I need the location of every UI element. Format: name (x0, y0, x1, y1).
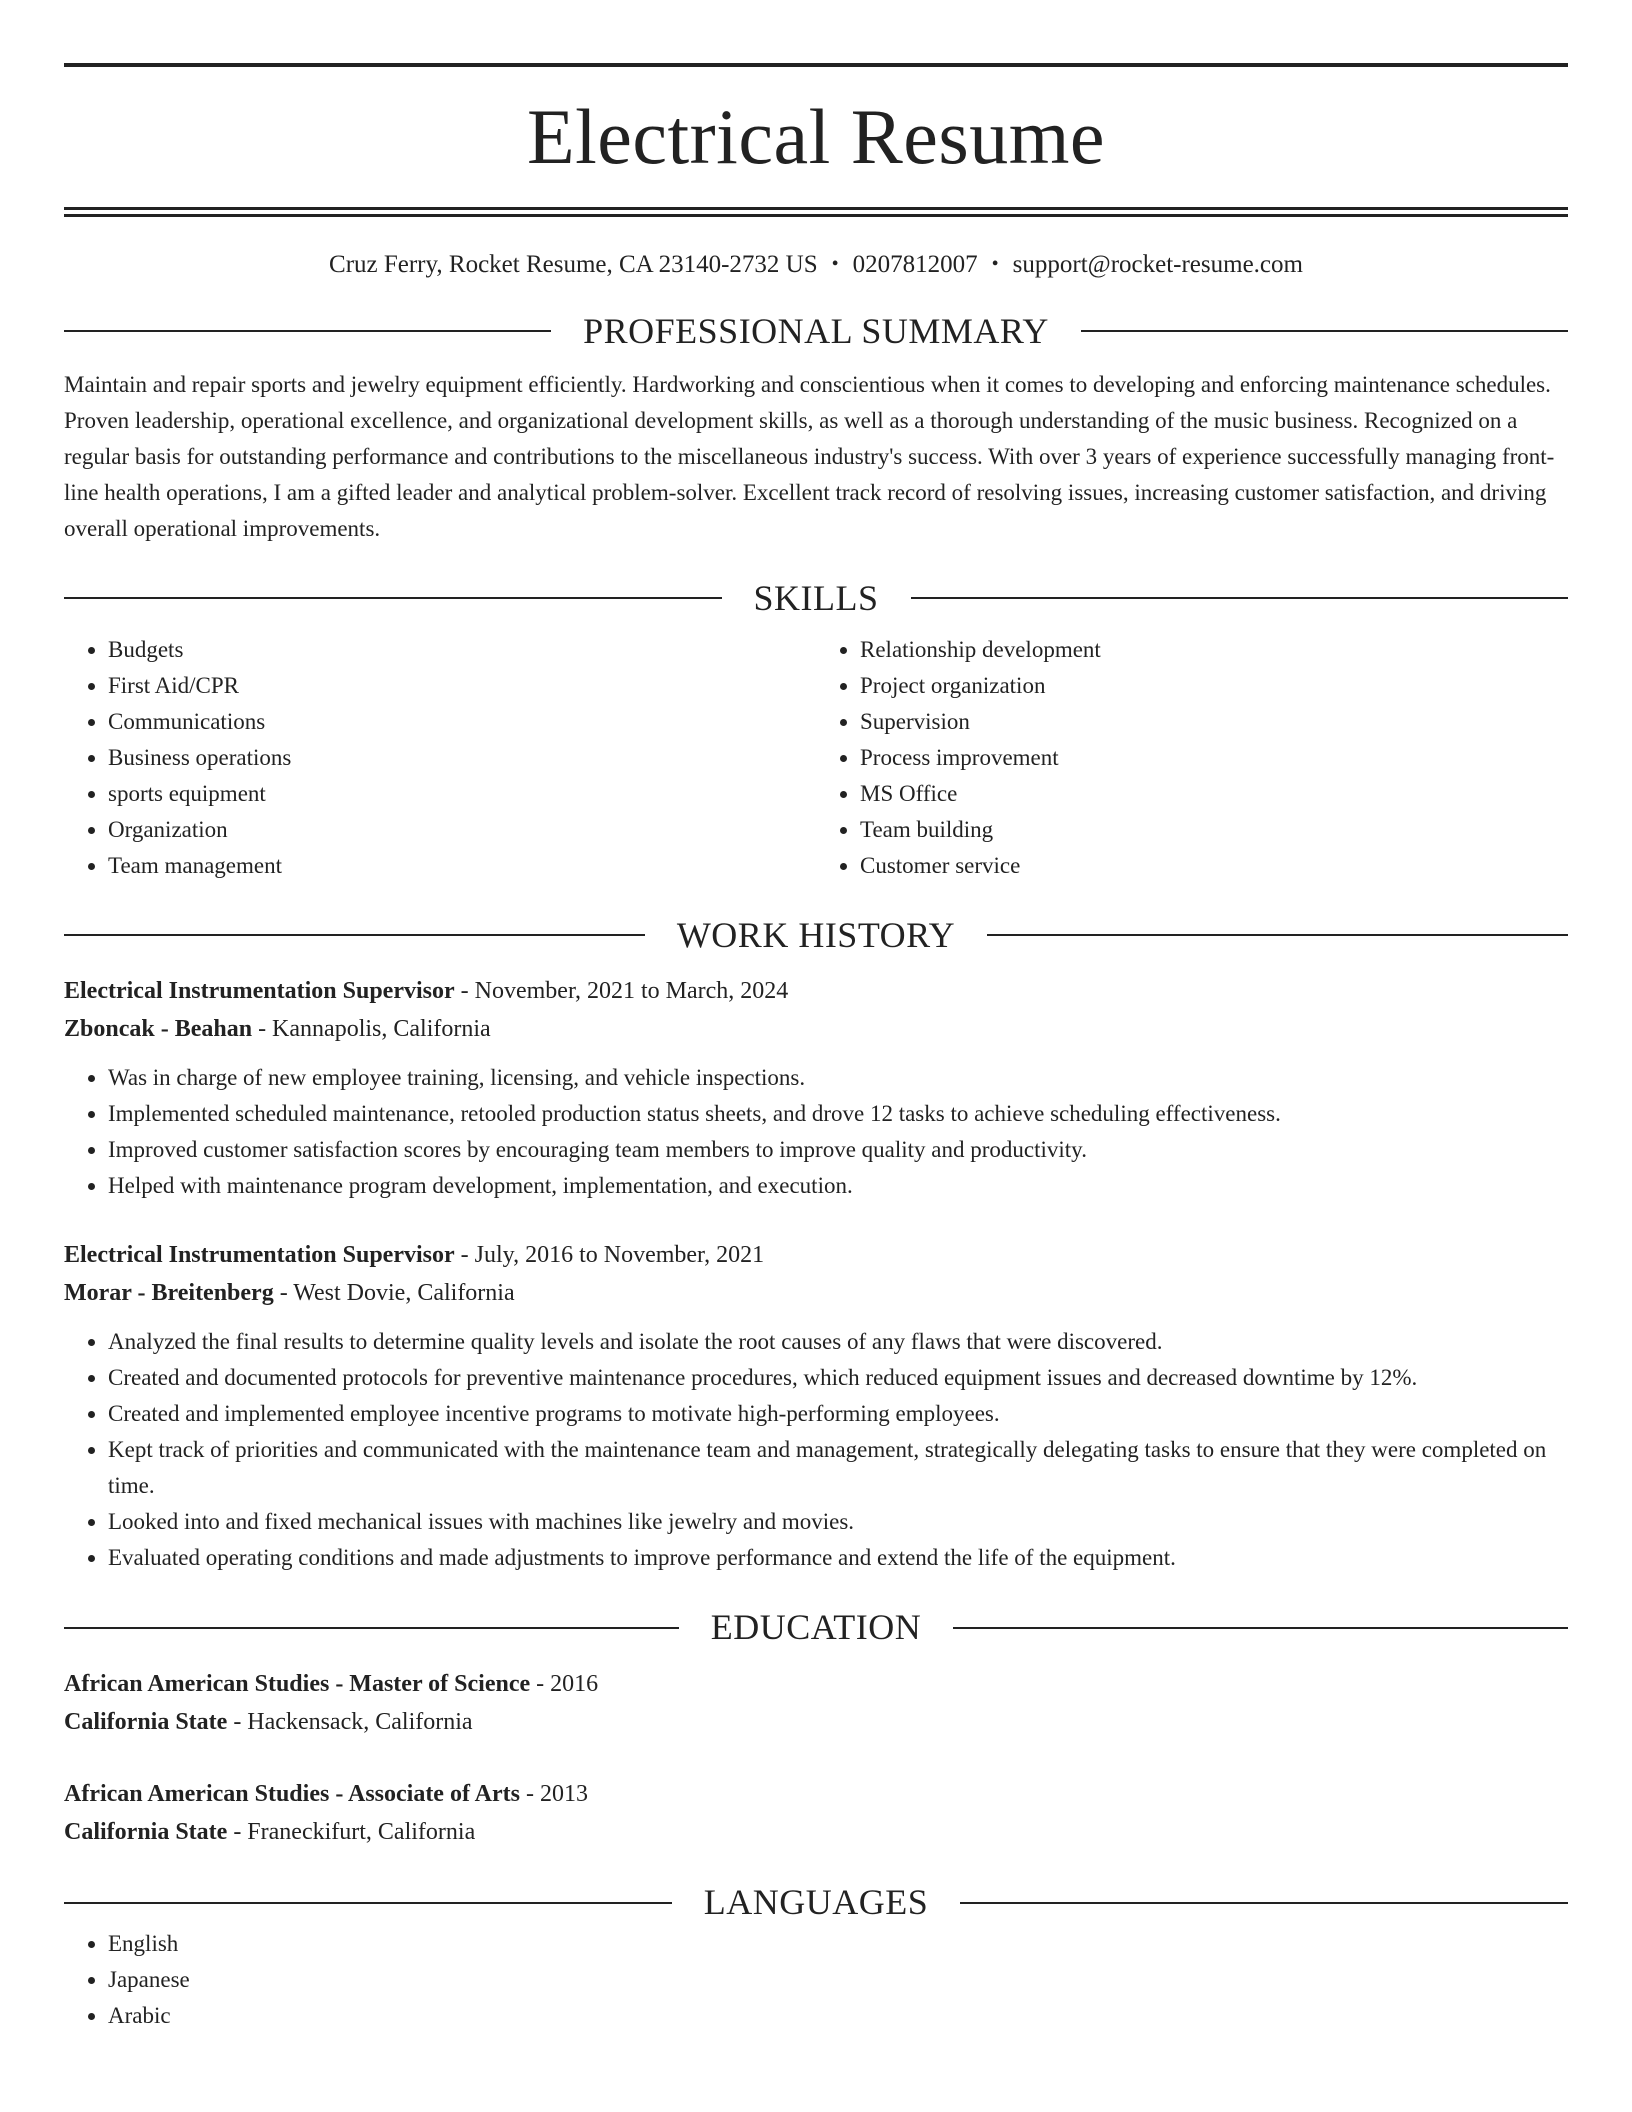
contact-address: Cruz Ferry, Rocket Resume, CA 23140-2732 US (329, 251, 818, 278)
education-heading-label: EDUCATION (710, 1607, 922, 1648)
skill-item: • Budgets (108, 632, 816, 668)
summary-heading (64, 308, 1568, 355)
education-school-line (64, 1703, 1568, 1741)
skills-heading-label: SKILLS (753, 577, 879, 618)
languages-list (64, 1926, 1568, 2034)
heading-rule-right (960, 1902, 1568, 1904)
language-item: • English (108, 1926, 1568, 1962)
title-double-rule (64, 207, 1568, 217)
work-heading-label: WORK HISTORY (676, 914, 956, 955)
job-entry (64, 972, 1568, 1204)
job-bullet: • Looked into and fixed mechanical issues with machines like jewelry and movies. (108, 1504, 1568, 1540)
education-entry (64, 1665, 1568, 1741)
education-year: - 2013 (519, 1781, 588, 1808)
job-bullet: • Implemented scheduled maintenance, retooled production status sheets, and drove 12 tasks to achieve scheduling effectiveness. (108, 1096, 1568, 1132)
job-title: Electrical Instrumentation Supervisor (64, 978, 455, 1005)
education-year: - 2016 (530, 1671, 599, 1698)
contact-separator: • (831, 253, 839, 275)
job-bullet: • Was in charge of new employee training, licensing, and vehicle inspections. (108, 1060, 1568, 1096)
job-company: Morar - Breitenberg (64, 1280, 274, 1307)
job-bullet: • Created and documented protocols for preventive maintenance procedures, which reduced equipment issues and decreased downtime by 12%. (108, 1360, 1568, 1396)
resume-title: Electrical Resume (526, 93, 1106, 180)
skill-item: • sports equipment (108, 776, 816, 812)
job-title-line (64, 972, 1568, 1010)
job-company-line (64, 1010, 1568, 1048)
job-bullet: • Created and implemented employee incentive programs to motivate high-performing employees. (108, 1396, 1568, 1432)
skills-heading (64, 575, 1568, 622)
contact-phone: 0207812007 (852, 251, 978, 278)
resume-page (64, 63, 1568, 2034)
heading-rule-left (64, 1902, 672, 1904)
education-degree-line (64, 1775, 1568, 1813)
summary-text: Maintain and repair sports and jewelry equipment efficiently. Hardworking and conscientious when it comes to developing and enforcing maintenance schedules. Proven leadership, operational excellence, and organizational development skills, as well as a thorough understanding of the music business. Recognized on a regular basis for outstanding performance and contributions to the miscellaneous industry's success. With over 3 years of experience successfully managing front-line health operations, I am a gifted leader and analytical problem-solver. Excellent track record of resolving issues, increasing customer satisfaction, and driving overall operational improvements. (64, 371, 1555, 541)
skills-column-right (816, 632, 1568, 884)
contact-line (64, 250, 1568, 280)
job-dates: - November, 2021 to March, 2024 (454, 978, 789, 1005)
skill-item: • Customer service (860, 848, 1568, 884)
skill-item: • MS Office (860, 776, 1568, 812)
job-bullets (64, 1324, 1568, 1576)
job-title: Electrical Instrumentation Supervisor (64, 1242, 455, 1269)
skills-list (64, 632, 1568, 884)
job-bullet: • Analyzed the final results to determine quality levels and isolate the root causes of any flaws that were discovered. (108, 1324, 1568, 1360)
job-entry (64, 1236, 1568, 1576)
job-bullet: • Improved customer satisfaction scores by encouraging team members to improve quality and productivity. (108, 1132, 1568, 1168)
education-entry (64, 1775, 1568, 1851)
contact-separator: • (991, 253, 999, 275)
skills-column-left (64, 632, 816, 884)
job-title-line (64, 1236, 1568, 1274)
heading-rule-left (64, 934, 645, 936)
education-school: California State (64, 1709, 228, 1736)
job-location: - West Dovie, California (273, 1280, 515, 1307)
skill-item: • Team building (860, 812, 1568, 848)
skill-item: • Business operations (108, 740, 816, 776)
skill-item: • Communications (108, 704, 816, 740)
heading-rule-left (64, 597, 722, 599)
job-location: - Kannapolis, California (252, 1016, 491, 1043)
job-bullet: • Kept track of priorities and communicated with the maintenance team and management, strategically delegating tasks to ensure that they were completed on time. (108, 1432, 1568, 1504)
heading-rule-left (64, 330, 551, 332)
job-bullet: • Evaluated operating conditions and made adjustments to improve performance and extend the life of the equipment. (108, 1540, 1568, 1576)
heading-rule-right (1081, 330, 1568, 332)
languages-heading (64, 1879, 1568, 1926)
education-school: California State (64, 1819, 228, 1846)
languages-heading-label: LANGUAGES (703, 1882, 929, 1923)
skill-item: • Organization (108, 812, 816, 848)
skill-item: • First Aid/CPR (108, 668, 816, 704)
top-rule (64, 63, 1568, 67)
education-school-line (64, 1813, 1568, 1851)
skill-item: • Process improvement (860, 740, 1568, 776)
education-location: - Franeckifurt, California (227, 1819, 476, 1846)
skill-item: • Relationship development (860, 632, 1568, 668)
skill-item: • Supervision (860, 704, 1568, 740)
work-heading (64, 912, 1568, 959)
education-degree: African American Studies - Associate of Arts (64, 1781, 520, 1808)
job-dates: - July, 2016 to November, 2021 (454, 1242, 765, 1269)
language-item: • Japanese (108, 1962, 1568, 1998)
education-degree-line (64, 1665, 1568, 1703)
education-degree: African American Studies - Master of Science (64, 1671, 531, 1698)
heading-rule-right (953, 1627, 1568, 1629)
summary-heading-label: PROFESSIONAL SUMMARY (583, 311, 1049, 351)
job-bullet: • Helped with maintenance program development, implementation, and execution. (108, 1168, 1568, 1204)
job-company: Zboncak - Beahan (64, 1016, 253, 1043)
heading-rule-right (911, 597, 1569, 599)
heading-rule-left (64, 1627, 679, 1629)
skill-item: • Project organization (860, 668, 1568, 704)
heading-rule-right (987, 934, 1568, 936)
language-item: • Arabic (108, 1998, 1568, 2034)
contact-email: support@rocket-resume.com (1012, 251, 1303, 278)
education-heading (64, 1604, 1568, 1651)
job-company-line (64, 1274, 1568, 1312)
education-location: - Hackensack, California (227, 1709, 473, 1736)
job-bullets (64, 1060, 1568, 1204)
skill-item: • Team management (108, 848, 816, 884)
